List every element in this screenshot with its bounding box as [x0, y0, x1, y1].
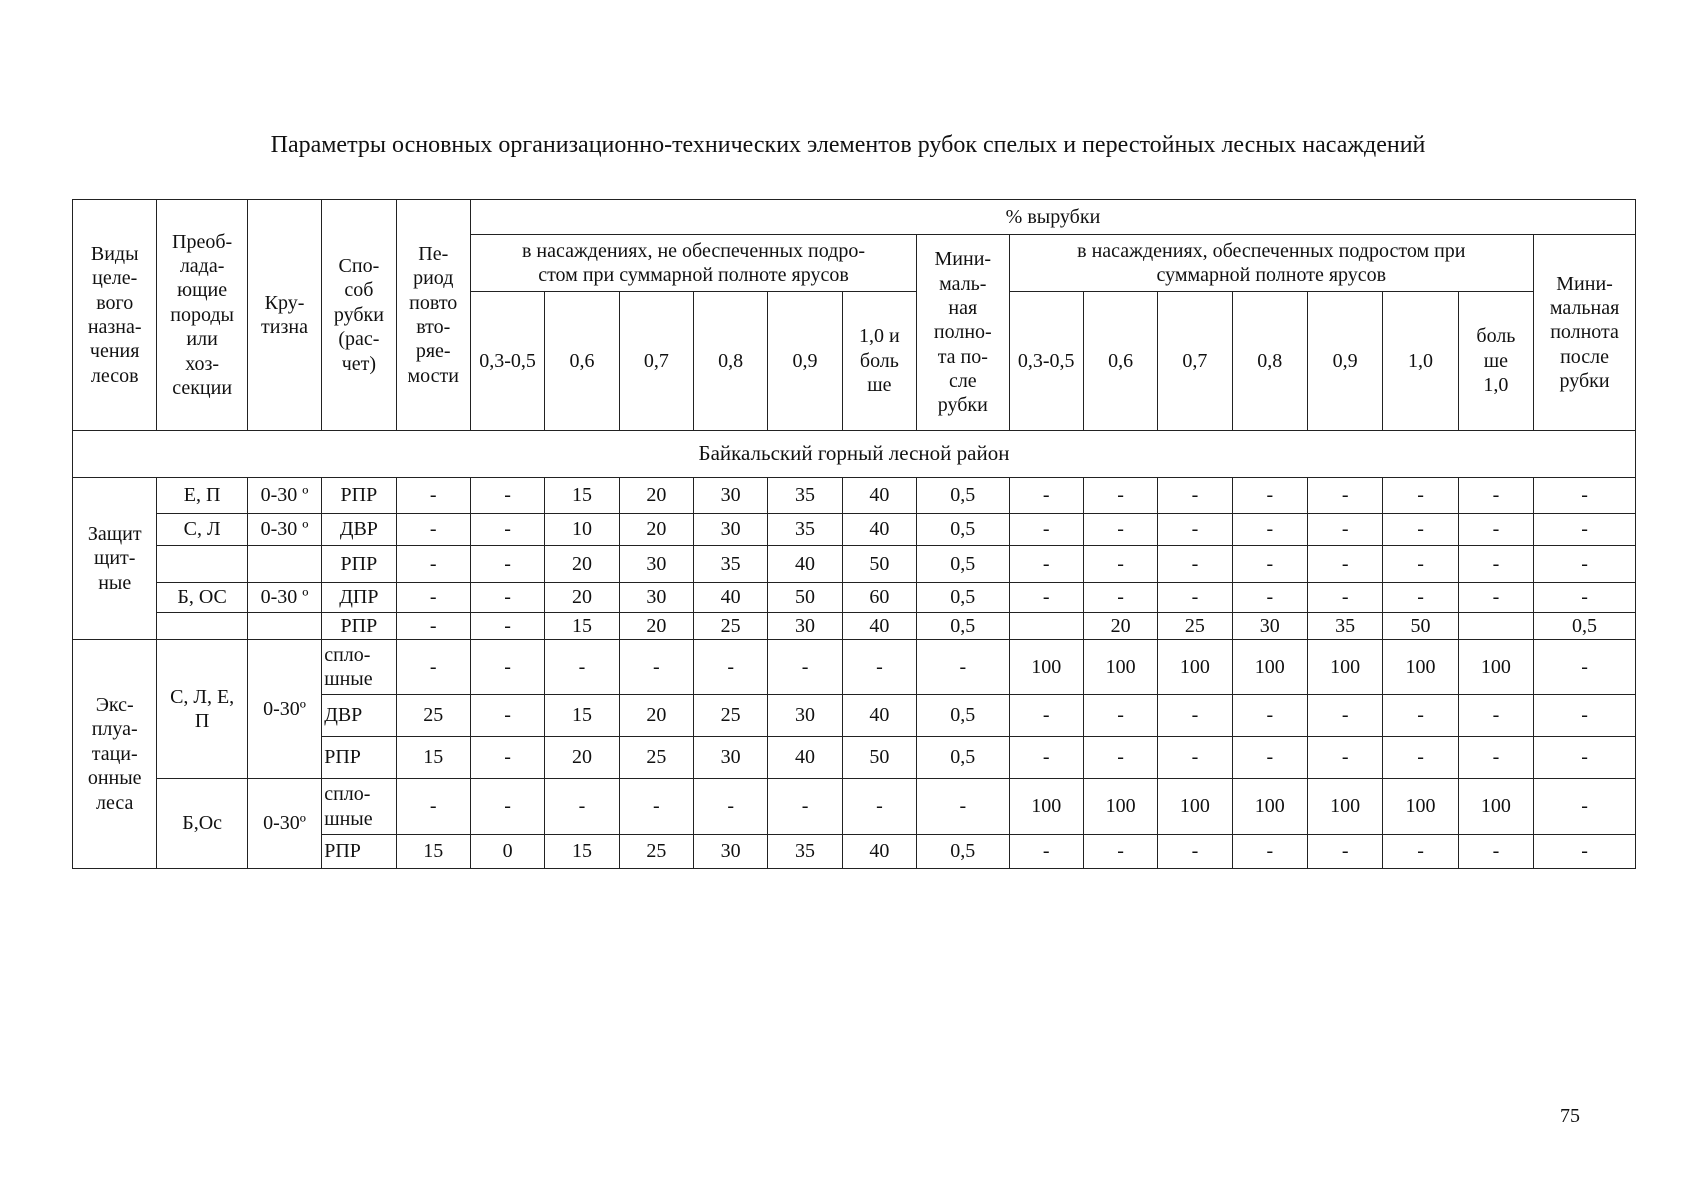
cell-min-density: 0,5	[917, 583, 1009, 613]
cell-slope	[247, 546, 321, 583]
cell-slope: 0-30 º	[247, 514, 321, 546]
table-row	[73, 640, 1636, 695]
cell-value: -	[1307, 583, 1382, 613]
cell-min-density: 0,5	[917, 695, 1009, 737]
cell-value: -	[470, 737, 544, 779]
cell-period: -	[396, 478, 470, 514]
cell-value: -	[1083, 737, 1157, 779]
cell-value: 30	[619, 583, 693, 613]
cell-value: -	[1009, 835, 1083, 869]
cell-value: 20	[619, 514, 693, 546]
header-method: Спо- соб рубки (рас- чет)	[322, 200, 396, 431]
cell-value: -	[1009, 737, 1083, 779]
cell-value: -	[1158, 695, 1232, 737]
header-period: Пе- риод повто вто- ряе- мости	[396, 200, 470, 431]
cell-slope: 0-30 º	[247, 478, 321, 514]
cell-value: 100	[1009, 640, 1083, 695]
cell-min-density: -	[1534, 779, 1636, 835]
cell-value: 15	[545, 613, 619, 640]
cell-min-density: -	[1534, 546, 1636, 583]
cell-value: -	[1158, 478, 1232, 514]
cell-value: 40	[842, 613, 916, 640]
table-row	[73, 514, 1636, 546]
cell-value: 25	[694, 695, 768, 737]
cell-value: -	[1083, 835, 1157, 869]
cell-value: -	[1232, 737, 1307, 779]
cell-method: спло- шные	[322, 640, 396, 695]
cell-value: 15	[545, 835, 619, 869]
cell-value: 30	[694, 514, 768, 546]
cell-value: -	[1383, 514, 1458, 546]
header-forest-type: Виды целе- вого назна- чения лесов	[73, 200, 157, 431]
cell-value: 30	[768, 613, 842, 640]
cell-value: 35	[768, 514, 842, 546]
cell-value: 40	[768, 546, 842, 583]
cell-value: 40	[842, 514, 916, 546]
cell-value: 40	[768, 737, 842, 779]
cell-value: -	[470, 583, 544, 613]
cell-value: -	[1083, 695, 1157, 737]
cell-value	[1458, 613, 1533, 640]
cell-slope	[247, 613, 321, 640]
cell-value: -	[1307, 695, 1382, 737]
region-row	[73, 431, 1636, 478]
cell-min-density: 0,5	[917, 835, 1009, 869]
cell-period: 25	[396, 695, 470, 737]
section-label-operational: Экс- плуа- таци- онные леса	[73, 640, 157, 869]
cell-species	[157, 546, 247, 583]
cell-value: -	[768, 779, 842, 835]
cell-value: -	[1307, 514, 1382, 546]
cell-value: -	[619, 779, 693, 835]
cell-min-density: 0,5	[917, 613, 1009, 640]
cell-value: -	[470, 695, 544, 737]
cell-value: -	[470, 779, 544, 835]
table-row	[73, 478, 1636, 514]
cell-value: 30	[619, 546, 693, 583]
density-col-2: 0,8	[1232, 292, 1307, 431]
page-title: Параметры основных организационно-технических элементов рубок спелых и перестойных лесных насаждений	[270, 132, 1426, 158]
cell-value: -	[1458, 478, 1533, 514]
cell-value: -	[545, 640, 619, 695]
density-col-2: 1,0	[1383, 292, 1458, 431]
density-col-1: 0,9	[768, 292, 842, 431]
cell-value: 100	[1458, 640, 1533, 695]
density-col-1: 0,7	[619, 292, 693, 431]
cell-value: 20	[545, 737, 619, 779]
cell-value: -	[470, 613, 544, 640]
cell-value: -	[694, 640, 768, 695]
cell-value: -	[842, 779, 916, 835]
cell-species	[157, 613, 247, 640]
cell-value: -	[1232, 695, 1307, 737]
cell-method: РПР	[322, 546, 396, 583]
header-species: Преоб- лада- ющие породы или хоз- секции	[157, 200, 247, 431]
cell-value: -	[1232, 514, 1307, 546]
cell-min-density: -	[917, 640, 1009, 695]
cell-value: 20	[619, 613, 693, 640]
cell-method: ДВР	[322, 514, 396, 546]
cell-value: 40	[842, 695, 916, 737]
cell-min-density: 0,5	[917, 478, 1009, 514]
cell-min-density: 0,5	[1534, 613, 1636, 640]
cell-value: -	[1232, 546, 1307, 583]
header-pct-cut: % вырубки	[470, 200, 1635, 235]
density-col-2: 0,3-0,5	[1009, 292, 1083, 431]
header-min-density-1: Мини- маль- ная полно- та по- сле рубки	[917, 235, 1009, 431]
header-group-no-undergrowth: в насаждениях, не обеспеченных подро- стом при суммарной полноте ярусов	[470, 235, 916, 292]
cell-value: -	[1083, 546, 1157, 583]
cell-value: 30	[1232, 613, 1307, 640]
region-label: Байкальский горный лесной район	[73, 431, 1636, 478]
cell-value: 50	[842, 546, 916, 583]
cell-period: -	[396, 613, 470, 640]
cell-value: -	[1158, 546, 1232, 583]
cell-value: -	[1083, 478, 1157, 514]
cell-value: 20	[545, 546, 619, 583]
cell-min-density: 0,5	[917, 546, 1009, 583]
cell-period: 15	[396, 835, 470, 869]
cell-value: 100	[1083, 640, 1157, 695]
cell-period: 15	[396, 737, 470, 779]
cell-min-density: -	[917, 779, 1009, 835]
cell-value: 60	[842, 583, 916, 613]
cell-value: 50	[1383, 613, 1458, 640]
cell-method: РПР	[322, 478, 396, 514]
cell-value: 40	[842, 835, 916, 869]
cell-value: -	[842, 640, 916, 695]
cell-value: -	[1458, 835, 1533, 869]
cell-value: 20	[1083, 613, 1157, 640]
table-row	[73, 546, 1636, 583]
cell-value: -	[1383, 546, 1458, 583]
cell-period: -	[396, 546, 470, 583]
cell-method: ДПР	[322, 583, 396, 613]
cell-value: -	[1009, 583, 1083, 613]
cell-value: -	[1158, 835, 1232, 869]
cell-value: 100	[1009, 779, 1083, 835]
cell-value: -	[470, 514, 544, 546]
cell-value: -	[470, 478, 544, 514]
cell-value: -	[1009, 695, 1083, 737]
cell-min-density: -	[1534, 737, 1636, 779]
cell-value: -	[1307, 478, 1382, 514]
density-col-1: 0,8	[694, 292, 768, 431]
cell-value: 25	[694, 613, 768, 640]
table-row	[73, 583, 1636, 613]
cell-min-density: 0,5	[917, 514, 1009, 546]
cell-value: -	[1458, 514, 1533, 546]
cell-value: 15	[545, 478, 619, 514]
cell-min-density: -	[1534, 514, 1636, 546]
header-slope: Кру- тизна	[247, 200, 321, 431]
cell-method: ДВР	[322, 695, 396, 737]
cell-value: 100	[1307, 779, 1382, 835]
cell-value: 30	[694, 737, 768, 779]
cell-slope: 0-30º	[247, 779, 321, 869]
density-col-1: 0,3-0,5	[470, 292, 544, 431]
cell-value: -	[1458, 695, 1533, 737]
cell-period: -	[396, 779, 470, 835]
cell-value: 100	[1232, 640, 1307, 695]
cell-value: 100	[1458, 779, 1533, 835]
cell-min-density: -	[1534, 583, 1636, 613]
cell-value: -	[1009, 546, 1083, 583]
cell-min-density: -	[1534, 835, 1636, 869]
cell-method: РПР	[322, 613, 396, 640]
cell-value: 25	[619, 835, 693, 869]
cell-species: Б, ОС	[157, 583, 247, 613]
cell-value: 40	[842, 478, 916, 514]
cell-value: 100	[1158, 640, 1232, 695]
cell-min-density: -	[1534, 478, 1636, 514]
cell-value: -	[694, 779, 768, 835]
cell-value: 30	[768, 695, 842, 737]
cell-value: -	[470, 546, 544, 583]
cell-value: 100	[1307, 640, 1382, 695]
header-group-undergrowth: в насаждениях, обеспеченных подростом при суммарной полноте ярусов	[1009, 235, 1534, 292]
cell-value	[1009, 613, 1083, 640]
cell-value: -	[1009, 478, 1083, 514]
cell-method: РПР	[322, 737, 396, 779]
cell-value: -	[1307, 546, 1382, 583]
cell-value: 35	[768, 478, 842, 514]
cell-value: 35	[694, 546, 768, 583]
cell-period: -	[396, 583, 470, 613]
density-col-2: 0,9	[1307, 292, 1382, 431]
cell-value: -	[1232, 478, 1307, 514]
cell-min-density: -	[1534, 640, 1636, 695]
cell-min-density: 0,5	[917, 737, 1009, 779]
cell-value: 40	[694, 583, 768, 613]
cell-value: 100	[1232, 779, 1307, 835]
cell-species: С, Л	[157, 514, 247, 546]
cell-slope: 0-30 º	[247, 583, 321, 613]
density-col-2: 0,7	[1158, 292, 1232, 431]
density-col-1: 0,6	[545, 292, 619, 431]
cell-value: -	[1458, 737, 1533, 779]
cell-value: 30	[694, 835, 768, 869]
cell-value: 30	[694, 478, 768, 514]
cell-value: -	[1158, 583, 1232, 613]
density-col-2: 0,6	[1083, 292, 1157, 431]
cell-species: Б,Ос	[157, 779, 247, 869]
cell-value: -	[1232, 583, 1307, 613]
cell-value: 25	[1158, 613, 1232, 640]
header-row-1	[73, 200, 1636, 235]
cell-value: 25	[619, 737, 693, 779]
table-row	[73, 779, 1636, 835]
cell-value: -	[1458, 546, 1533, 583]
cell-value: 100	[1383, 779, 1458, 835]
cell-method: спло- шные	[322, 779, 396, 835]
cutting-parameters-table	[72, 199, 1636, 869]
cell-value: -	[1307, 835, 1382, 869]
cell-value: -	[1083, 514, 1157, 546]
cell-value: 35	[768, 835, 842, 869]
cell-value: -	[470, 640, 544, 695]
section-label-protective: Защит щит- ные	[73, 478, 157, 640]
cell-value: -	[1158, 514, 1232, 546]
cell-value: -	[1232, 835, 1307, 869]
cell-period: -	[396, 640, 470, 695]
cell-value: 0	[470, 835, 544, 869]
cell-value: 20	[619, 478, 693, 514]
cell-value: -	[1383, 695, 1458, 737]
cell-value: -	[1009, 514, 1083, 546]
cell-value: 100	[1083, 779, 1157, 835]
cell-value: 50	[842, 737, 916, 779]
cell-value: -	[545, 779, 619, 835]
cell-value: -	[1158, 737, 1232, 779]
cell-value: 10	[545, 514, 619, 546]
cell-value: 50	[768, 583, 842, 613]
cell-value: 20	[545, 583, 619, 613]
cell-value: -	[1307, 737, 1382, 779]
cell-value: -	[1083, 583, 1157, 613]
cell-value: -	[619, 640, 693, 695]
cell-value: -	[1458, 583, 1533, 613]
cell-value: 15	[545, 695, 619, 737]
cell-value: -	[768, 640, 842, 695]
cell-slope: 0-30º	[247, 640, 321, 779]
cell-period: -	[396, 514, 470, 546]
cell-value: -	[1383, 583, 1458, 613]
page-number: 75	[1560, 1105, 1580, 1127]
cell-value: -	[1383, 835, 1458, 869]
cell-value: 20	[619, 695, 693, 737]
cell-value: 100	[1383, 640, 1458, 695]
header-min-density-2: Мини- мальная полнота после рубки	[1534, 235, 1636, 431]
cell-species: Е, П	[157, 478, 247, 514]
cell-value: 35	[1307, 613, 1382, 640]
cell-method: РПР	[322, 835, 396, 869]
density-col-1: 1,0 и боль ше	[842, 292, 916, 431]
cell-min-density: -	[1534, 695, 1636, 737]
cell-species: С, Л, Е, П	[157, 640, 247, 779]
cell-value: -	[1383, 478, 1458, 514]
density-col-2: боль ше 1,0	[1458, 292, 1533, 431]
cell-value: -	[1383, 737, 1458, 779]
cell-value: 100	[1158, 779, 1232, 835]
table-row	[73, 613, 1636, 640]
